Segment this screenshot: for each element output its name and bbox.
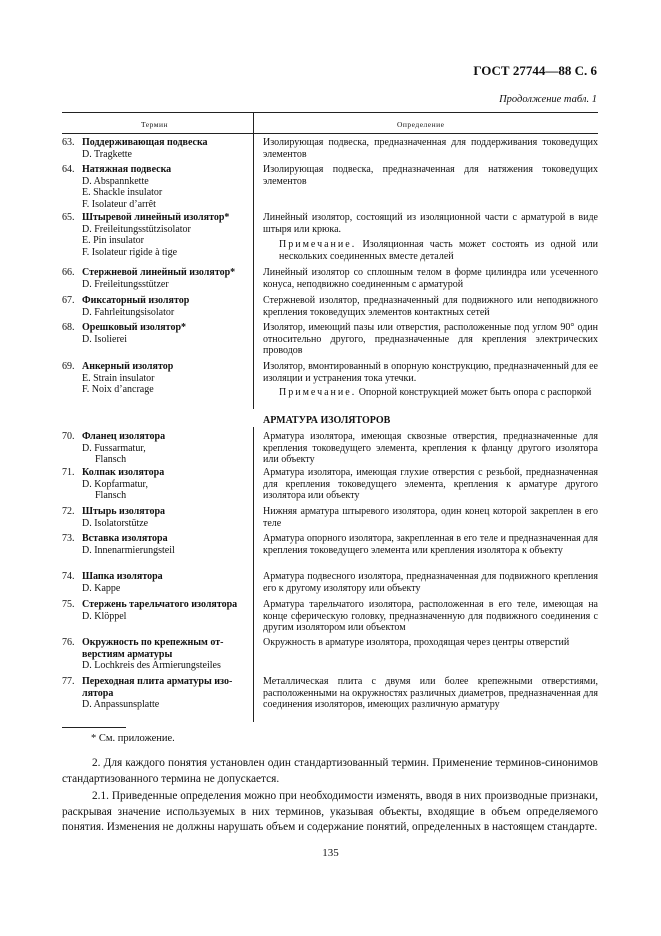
term-definition: Арматура изолятора, имеющая глухие отверстия с резьбой, предназначенная для крепления токоведущего элемента, крепления к арматуре другого изолятора или объекту [263, 467, 598, 502]
term-definition: Линейный изолятор со сплошным телом в форме цилиндра или усеченного конуса, неподвижно соединенным с арматурой [263, 267, 598, 290]
definition-note [263, 239, 598, 262]
term-synonym: D. Anpassunsplatte [82, 699, 160, 711]
term-number: 72. [62, 506, 75, 517]
term-synonym: D. Abspannkette [82, 175, 149, 187]
term-synonym: F. Isolateur rigide à tige [82, 246, 178, 258]
table-header-rule [62, 133, 598, 134]
term-definition: Окружность в арматуре изолятора, проходящая через центры отверстий [263, 637, 570, 648]
term-name: Анкерный изолятор [82, 361, 174, 372]
term-definition: Изолятор, вмонтированный в опорную конструкцию, предназначенный для ее изоляции и устранения тока утечки. [263, 361, 598, 384]
term-definition: Линейный изолятор, состоящий из изоляционной части с арматурой в виде штыря или крюка. [263, 212, 598, 235]
term-name: Орешковый изолятор* [82, 322, 187, 333]
column-header-definition: Определение [397, 120, 445, 129]
footnote: * См. приложение. [91, 733, 175, 744]
term-definition: Арматура опорного изолятора, закрепленная в его теле и предназначенная для крепления токоведущего элемента или крепления изолятора к объекту [263, 533, 598, 556]
term-synonym: D. Tragkette [82, 148, 132, 160]
term-number: 65. [62, 212, 75, 223]
document-header: ГОСТ 27744—88 С. 6 [473, 63, 597, 78]
term-name-continued: верстиям арматуры [82, 648, 173, 660]
term-synonym: E. Shackle insulator [82, 187, 163, 199]
section-title: АРМАТУРА ИЗОЛЯТОРОВ [263, 415, 391, 426]
definition-note [263, 387, 598, 399]
term-synonym: E. Pin insulator [82, 235, 144, 247]
paragraph: 2.1. Приведенные определения можно при необходимости изменять, вводя в них производные признаки, раскрывая значение используемых в них терминов, указывая объекты, входящие в объем определяемого понятия. Изменения не должны нарушать объем и содержание понятий, определенных в настоящем стандарте. [62, 790, 598, 834]
term-number: 70. [62, 431, 75, 442]
column-divider [253, 112, 254, 409]
term-name: Окружность по крепежным от- [82, 637, 224, 648]
term-synonym: F. Isolateur d’arrêt [82, 198, 156, 210]
term-synonym: D. Fahrleitungsisolator [82, 306, 175, 318]
term-number: 71. [62, 467, 75, 478]
term-name: Стержень тарельчатого изолятора [82, 599, 238, 610]
note-label: Примечание. [279, 239, 357, 251]
footnote-rule [62, 727, 126, 728]
term-synonym: D. Lochkreis des Armierungsteiles [82, 660, 221, 672]
term-name: Штыревой линейный изолятор* [82, 212, 230, 223]
term-synonym: Flansch [95, 454, 127, 466]
term-number: 75. [62, 599, 75, 610]
note-label: Примечание. [279, 387, 357, 399]
term-number: 69. [62, 361, 75, 372]
term-definition: Арматура подвесного изолятора, предназначенная для подвижного крепления его к другому изолятору или объекту [263, 571, 598, 594]
note-text: Опорной конструкцией может быть опора с распоркой [356, 387, 592, 399]
term-synonym: D. Klöppel [82, 610, 127, 622]
term-synonym: D. Kopfarmatur, [82, 478, 148, 490]
term-definition: Изолирующая подвеска, предназначенная для натяжения токоведущих элементов [263, 164, 598, 187]
term-definition: Изолирующая подвеска, предназначенная для поддерживания токоведущих элементов [263, 137, 598, 160]
term-definition: Металлическая плита с двумя или более крепежными отверстиями, расположенными на окружностях различных диаметров, предназначенная для соединения изоляторов, имеющих различную арматуру [263, 676, 598, 711]
table-continuation-label: Продолжение табл. 1 [499, 94, 597, 105]
note-text: Изоляционная часть может состоять из одной или нескольких соединенных вместе деталей [279, 239, 598, 262]
term-synonym: D. Fussarmatur, [82, 442, 146, 454]
column-divider [253, 427, 254, 722]
term-name: Поддерживающая подвеска [82, 137, 208, 148]
term-synonym: D. Isolatorstütze [82, 517, 149, 529]
term-name: Штырь изолятора [82, 506, 166, 517]
term-synonym: Flansch [95, 490, 127, 502]
term-name: Фиксаторный изолятор [82, 295, 190, 306]
term-synonym: E. Strain insulator [82, 372, 155, 384]
term-name: Шапка изолятора [82, 571, 163, 582]
table-top-rule [62, 112, 598, 113]
term-number: 67. [62, 295, 75, 306]
term-definition: Нижняя арматура штыревого изолятора, один конец которой закреплен в его теле [263, 506, 598, 529]
term-number: 77. [62, 676, 75, 687]
term-number: 76. [62, 637, 75, 648]
term-synonym: F. Noix d’ancrage [82, 384, 154, 396]
term-number: 63. [62, 137, 75, 148]
term-number: 73. [62, 533, 75, 544]
term-name: Фланец изолятора [82, 431, 166, 442]
term-definition: Арматура тарельчатого изолятора, расположенная в его теле, имеющая на конце сферическую головку, предназначенную для подвижного соединения с другим изолятором или объектом [263, 599, 598, 634]
term-definition: Стержневой изолятор, предназначенный для подвижного или неподвижного крепления токоведущих элементов контактных сетей [263, 295, 598, 318]
term-name: Переходная плита арматуры изо- [82, 676, 233, 687]
column-header-term: Термин [141, 120, 169, 129]
term-name: Вставка изолятора [82, 533, 168, 544]
term-synonym: D. Innenarmierungsteil [82, 544, 175, 556]
page-number: 135 [322, 847, 339, 859]
paragraph: 2. Для каждого понятия установлен один стандартизованный термин. Применение терминов-синонимов стандартизованного термина не допускается. [62, 757, 598, 785]
term-name: Натяжная подвеска [82, 164, 172, 175]
term-synonym: D. Isolierei [82, 333, 127, 345]
term-synonym: D. Kappe [82, 582, 121, 594]
term-synonym: D. Freileitungsstützisolator [82, 223, 191, 235]
term-synonym: D. Freileitungsstützer [82, 278, 169, 290]
term-name: Колпак изолятора [82, 467, 165, 478]
term-definition: Арматура изолятора, имеющая сквозные отверстия, предназначенные для крепления токоведущего элемента, крепления к фланцу другого изолятора или объекту [263, 431, 598, 466]
term-number: 74. [62, 571, 75, 582]
term-definition: Изолятор, имеющий пазы или отверстия, расположенные под углом 90° один относительно другого, предназначенные для крепления электрических проводов [263, 322, 598, 357]
term-number: 66. [62, 267, 75, 278]
term-number: 64. [62, 164, 75, 175]
term-name: Стержневой линейный изолятор* [82, 267, 236, 278]
term-name-continued: лятора [82, 687, 114, 699]
term-number: 68. [62, 322, 75, 333]
